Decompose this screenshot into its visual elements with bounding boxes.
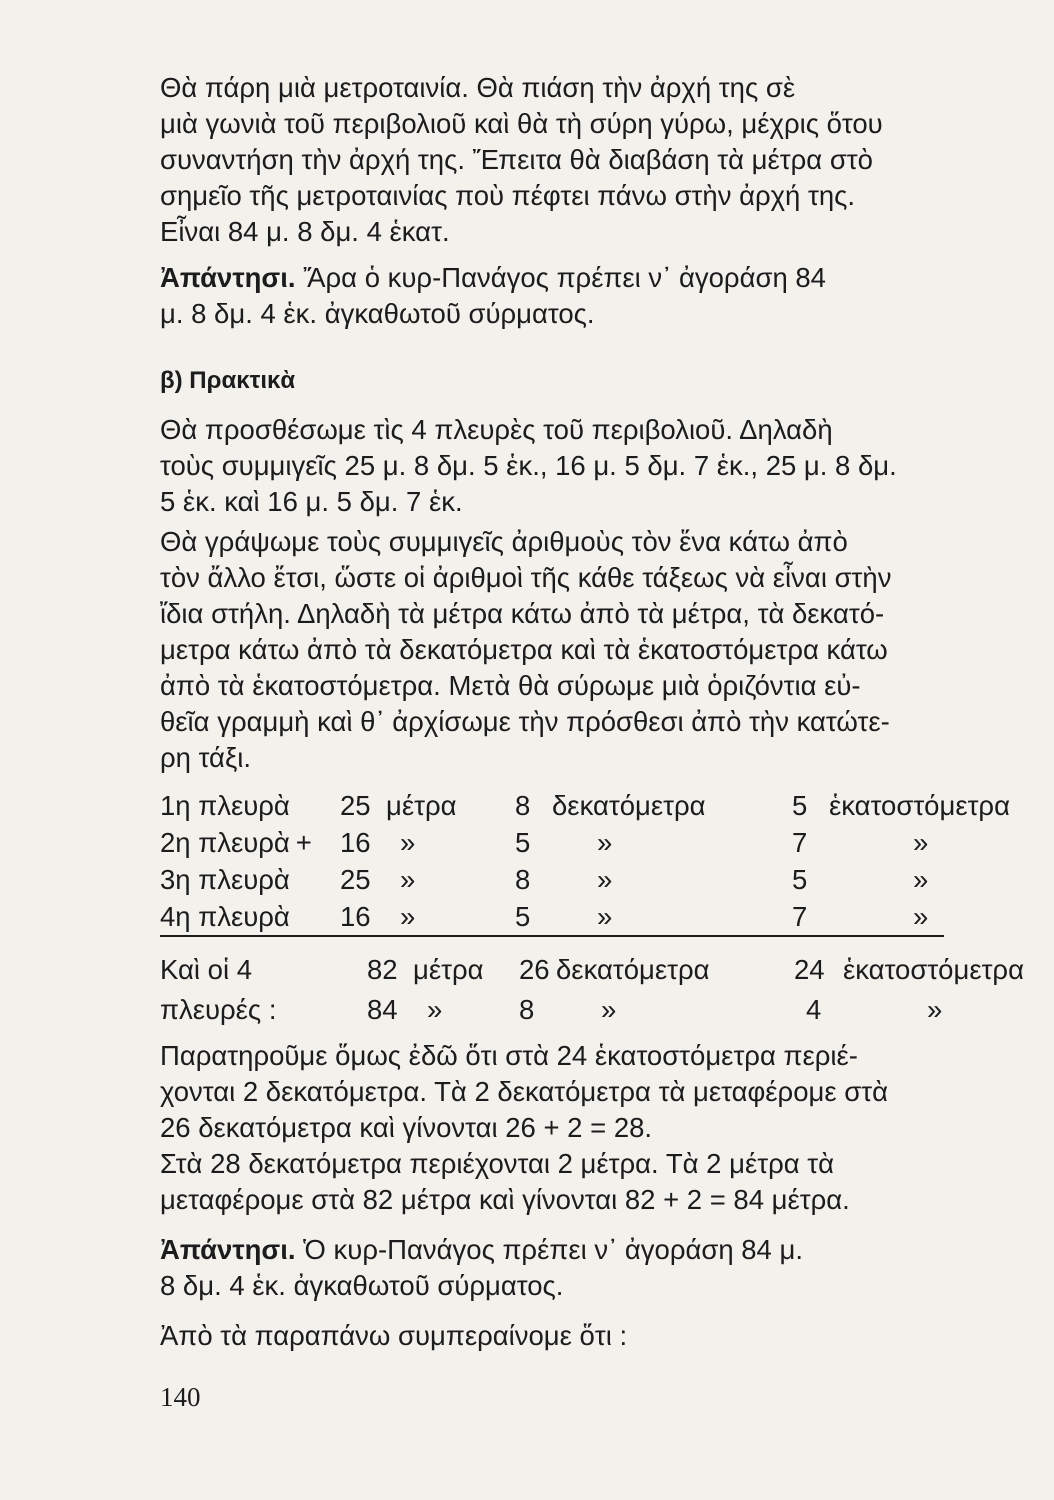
text-line: Θὰ προσθέσωμε τὶς 4 πλευρὲς τοῦ περιβολιοῦ. Δηλαδὴ (160, 414, 833, 445)
total-label: πλευρές : (160, 994, 277, 1025)
text-line: Παρατηροῦμε ὅμως ἐδῶ ὅτι στὰ 24 ἑκατοστόμετρα περιέ- (160, 1040, 858, 1071)
total-label: Καὶ οἱ 4 (160, 954, 252, 985)
paragraph-add-sides (160, 412, 1020, 520)
decimeters-unit: δεκατόμετρα (556, 954, 710, 985)
side-label (160, 824, 340, 861)
table-row (160, 990, 1027, 1030)
centimeters-unit: » (913, 863, 929, 895)
answer-paragraph-1 (160, 260, 1020, 332)
text-line: 8 δμ. 4 ἑκ. ἀγκαθωτοῦ σύρματος. (160, 1270, 564, 1301)
text-line: μετρα κάτω ἀπὸ τὰ δεκατόμετρα καὶ τὰ ἑκατοστόμετρα κάτω (160, 634, 888, 665)
meters-unit: » (400, 900, 416, 932)
decimeters-value: 8 (515, 789, 531, 821)
answer-text: Ὁ κυρ-Πανάγος πρέπει ν᾽ ἀγοράση 84 μ. (295, 1234, 803, 1265)
table-row (160, 824, 1013, 861)
meters-unit: » (427, 994, 443, 1025)
paragraph-carry-m (160, 1146, 1020, 1218)
text-line: τὸν ἄλλο ἔτσι, ὥστε οἱ ἀριθμοὶ τῆς κάθε τάξεως νὰ εἶναι στὴν (160, 562, 892, 593)
meters-unit: » (400, 863, 416, 895)
meters-value: 16 (340, 900, 371, 932)
text-line: 26 δεκατόμετρα καὶ γίνονται 26 + 2 = 28. (160, 1112, 653, 1143)
paragraph-measuring (160, 70, 1020, 250)
text-line: μ. 8 δμ. 4 ἑκ. ἀγκαθωτοῦ σύρματος. (160, 298, 595, 329)
text-line: σημεῖο τῆς μετροταινίας ποὺ πέφτει πάνω στὴν ἀρχή της. (160, 180, 856, 211)
text-line: Εἶναι 84 μ. 8 δμ. 4 ἑκατ. (160, 216, 450, 247)
centimeters-value: 5 (792, 789, 808, 821)
answer-label: Ἀπάντησι. (160, 262, 296, 293)
text-line: θεῖα γραμμὴ καὶ θ᾽ ἀρχίσωμε τὴν πρόσθεσι ἀπὸ τὴν κατώτε- (160, 706, 890, 737)
meters-value: 82 (367, 954, 398, 985)
table-row (160, 861, 1013, 898)
text-line: Στὰ 28 δεκατόμετρα περιέχονται 2 μέτρα. Τὰ 2 μέτρα τὰ (160, 1148, 835, 1179)
meters-value: 16 (340, 826, 371, 858)
meters-value: 25 (340, 789, 371, 821)
paragraph-method (160, 524, 1020, 776)
side-label-text: 2η πλευρὰ (160, 826, 290, 858)
meters-unit: μέτρα (386, 789, 457, 821)
table-row (160, 787, 1013, 824)
decimeters-value: 26 (519, 954, 550, 985)
paragraph-carry-dm (160, 1038, 1020, 1146)
answer-paragraph-2 (160, 1232, 1020, 1304)
centimeters-value: 4 (806, 994, 822, 1025)
page-number: 140 (160, 1382, 201, 1412)
centimeters-value: 24 (794, 954, 825, 985)
side-label: 4η πλευρὰ (160, 900, 290, 932)
table-row (160, 950, 1027, 990)
text-line: Θὰ γράψωμε τοὺς συμμιγεῖς ἀριθμοὺς τὸν ἕνα κάτω ἀπὸ (160, 526, 848, 557)
centimeters-value: 5 (792, 863, 808, 895)
text-line: μεταφέρομε στὰ 82 μέτρα καὶ γίνονται 82 + 2 = 84 μέτρα. (160, 1184, 850, 1215)
text-line: 5 ἑκ. καὶ 16 μ. 5 δμ. 7 ἑκ. (160, 486, 463, 517)
meters-value: 84 (367, 994, 398, 1025)
side-label: 3η πλευρὰ (160, 863, 290, 895)
decimeters-value: 5 (515, 900, 531, 932)
centimeters-unit: » (913, 826, 929, 858)
total-table (160, 950, 1027, 1030)
decimeters-unit: » (597, 826, 613, 858)
sum-divider-line (160, 935, 944, 937)
plus-sign: + (295, 826, 312, 858)
meters-unit: » (400, 826, 416, 858)
text-line: ἀπὸ τὰ ἑκατοστόμετρα. Μετὰ θὰ σύρωμε μιὰ ὁριζόντια εὐ- (160, 670, 861, 701)
text-line (160, 260, 1020, 296)
decimeters-value: 8 (519, 994, 535, 1025)
addition-table (160, 787, 1013, 935)
decimeters-unit: » (597, 900, 613, 932)
centimeters-unit: » (927, 994, 943, 1025)
text-line: μιὰ γωνιὰ τοῦ περιβολιοῦ καὶ θὰ τὴ σύρη γύρω, μέχρις ὅτου (160, 108, 883, 139)
centimeters-unit: ἑκατοστόμετρα (829, 789, 1010, 821)
centimeters-value: 7 (792, 826, 808, 858)
text-line: Θὰ πάρη μιὰ μετροταινία. Θὰ πιάση τὴν ἀρχή της σὲ (160, 72, 796, 103)
decimeters-unit: δεκατόμετρα (552, 789, 706, 821)
side-label: 1η πλευρὰ (160, 789, 290, 821)
meters-value: 25 (340, 863, 371, 895)
centimeters-value: 7 (792, 900, 808, 932)
decimeters-unit: » (597, 863, 613, 895)
text-line: τοὺς συμμιγεῖς 25 μ. 8 δμ. 5 ἑκ., 16 μ. 5 δμ. 7 ἑκ., 25 μ. 8 δμ. (160, 450, 897, 481)
text-line (160, 1232, 1020, 1268)
meters-unit: μέτρα (413, 954, 484, 985)
text-line: ἴδια στήλη. Δηλαδὴ τὰ μέτρα κάτω ἀπὸ τὰ μέτρα, τὰ δεκατό- (160, 598, 885, 629)
answer-label: Ἀπάντησι. (160, 1234, 296, 1265)
section-heading: β) Πρακτικὰ (160, 367, 296, 394)
text-line: χονται 2 δεκατόμετρα. Τὰ 2 δεκατόμετρα τὰ μεταφέρομε στὰ (160, 1076, 888, 1107)
paragraph-conclusion (160, 1318, 1020, 1354)
centimeters-unit: ἑκατοστόμετρα (843, 954, 1024, 985)
text-line: Ἀπὸ τὰ παραπάνω συμπεραίνομε ὅτι : (160, 1320, 628, 1351)
decimeters-value: 5 (515, 826, 531, 858)
centimeters-unit: » (913, 900, 929, 932)
text-line: συναντήση τὴν ἀρχή της. Ἔπειτα θὰ διαβάση τὰ μέτρα στὸ (160, 144, 873, 175)
decimeters-unit: » (601, 994, 617, 1025)
decimeters-value: 8 (515, 863, 531, 895)
text-line: ρη τάξι. (160, 742, 252, 773)
table-row (160, 898, 1013, 935)
answer-text: Ἄρα ὁ κυρ-Πανάγος πρέπει ν᾽ ἀγοράση 84 (295, 262, 826, 293)
